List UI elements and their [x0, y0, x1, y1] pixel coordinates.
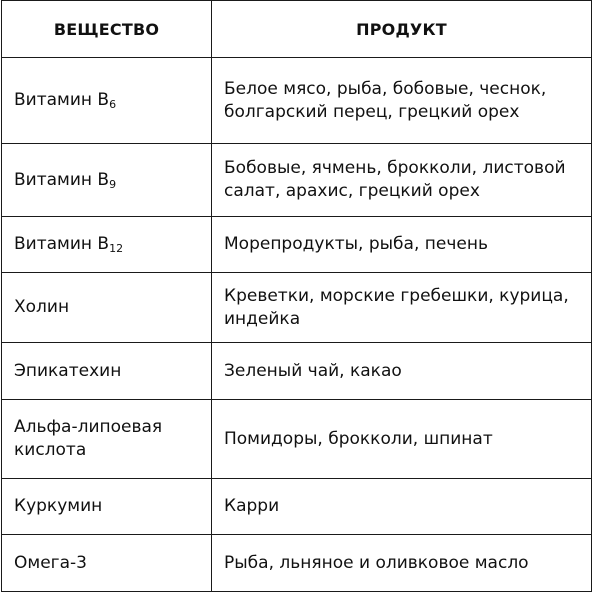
product-cell: Морепродукты, рыба, печень: [212, 217, 592, 273]
substance-product-table: [1, 0, 592, 592]
table-row: [2, 343, 592, 400]
table-row: [2, 144, 592, 217]
substance-cell: [2, 58, 212, 144]
table-row: [2, 479, 592, 535]
substance-subscript: 12: [109, 242, 124, 255]
header-product: ПРОДУКТ: [212, 1, 592, 58]
product-cell: Креветки, морские гребешки, курица, индейка: [212, 273, 592, 343]
table-row: [2, 400, 592, 479]
product-cell: Бобовые, ячмень, брокколи, листовой салат, арахис, грецкий орех: [212, 144, 592, 217]
product-cell: Зеленый чай, какао: [212, 343, 592, 400]
substance-cell: Куркумин: [2, 479, 212, 535]
substance-cell: [2, 144, 212, 217]
product-cell: Помидоры, брокколи, шпинат: [212, 400, 592, 479]
substance-cell: [2, 217, 212, 273]
substance-cell: Холин: [2, 273, 212, 343]
substance-name: Витамин B: [14, 169, 110, 190]
substance-cell: Омега-3: [2, 535, 212, 592]
substance-cell: Альфа-липоевая кислота: [2, 400, 212, 479]
table-header-row: [2, 1, 592, 58]
header-substance: ВЕЩЕСТВО: [2, 1, 212, 58]
substance-subscript: 9: [109, 177, 117, 191]
product-cell: Карри: [212, 479, 592, 535]
product-cell: Белое мясо, рыба, бобовые, чеснок, болгарский перец, грецкий орех: [212, 58, 592, 144]
substance-name: Витамин B: [14, 90, 110, 110]
table-row: [2, 273, 592, 343]
substance-subscript: 6: [109, 98, 117, 111]
table-row: [2, 217, 592, 273]
substance-name: Витамин B: [14, 234, 110, 254]
product-cell: Рыба, льняное и оливковое масло: [212, 535, 592, 592]
substance-cell: Эпикатехин: [2, 343, 212, 400]
table-row: [2, 58, 592, 144]
table-row: [2, 535, 592, 592]
